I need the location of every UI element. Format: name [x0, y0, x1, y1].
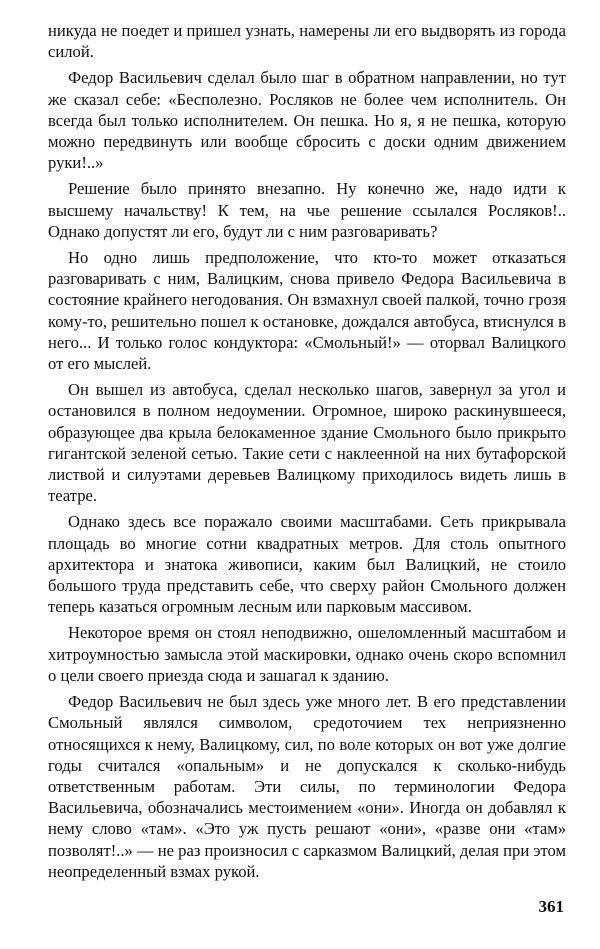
paragraph-2: Федор Васильевич сделал было шаг в обратном направлении, но тут же сказал себе: «Бесполезно. Росляков не более чем исполнитель. Он всегда был только исполнителем. Он пешка. Но я, я не пешка, которую можно передвинуть или вообще сбросить с доски одним движением руки!..»: [48, 68, 566, 173]
paragraph-7: Некоторое время он стоял неподвижно, ошеломленный масштабом и хитроумностью замысла этой маскировки, однако очень скоро вспомнил о цели своего приезда сюда и зашагал к зданию.: [48, 623, 566, 685]
paragraph-4: Но одно лишь предположение, что кто-то может отказаться разговаривать с ним, Валицким, снова привело Федора Васильевича в состояние крайнего негодования. Он взмахнул своей палкой, точно грозя кому-то, решительно пошел к остановке, дождался автобуса, втиснулся в него... И только голос кондуктора: «Смольный!» — оторвал Валицкого от его мыслей.: [48, 248, 566, 374]
paragraph-1: никуда не поедет и пришел узнать, намерены ли его выдворять из города силой.: [48, 21, 566, 62]
page-number: 361: [538, 897, 564, 916]
paragraph-3: Решение было принято внезапно. Ну конечно же, надо идти к высшему начальству! К тем, на чье решение ссылался Росляков!.. Однако допустят ли его, будут ли с ним разговаривать?: [48, 179, 566, 241]
paragraph-8: Федор Васильевич не был здесь уже много лет. В его представлении Смольный являлся символом, средоточием тех неприязненно относящихся к нему, Валицкому, сил, по воле которых он вот уже долгие годы считался «опальным» и не допускался к сколько-нибудь ответственным работам. Эти силы, по терминологии Федора Васильевича, обозначались местоимением «они». Иногда он добавлял к нему слово «там». «Это уж пусть решают «они», «разве они «там» позволят!..» — не раз произносил с сарказмом Валицкий, делая при этом неопределенный взмах рукой.: [48, 692, 566, 881]
paragraph-5: Он вышел из автобуса, сделал несколько шагов, завернул за угол и остановился в полном недоумении. Огромное, широко раскинувшееся, образующее два крыла белокаменное здание Смольного было прикрыто гигантской зеленой сетью. Такие сети с наклеенной на них бутафорской листвой и силуэтами деревьев Валицкому приходилось видеть лишь в театре.: [48, 380, 566, 506]
paragraph-6: Однако здесь все поражало своими масштабами. Сеть прикрывала площадь во многие сотни квадратных метров. Для столь опытного архитектора и знатока живописи, каким был Валицкий, не стоило большого труда представить себе, что сверху район Смольного должен теперь казаться огромным лесным или парковым массивом.: [48, 512, 566, 617]
book-page: [48, 20, 566, 887]
